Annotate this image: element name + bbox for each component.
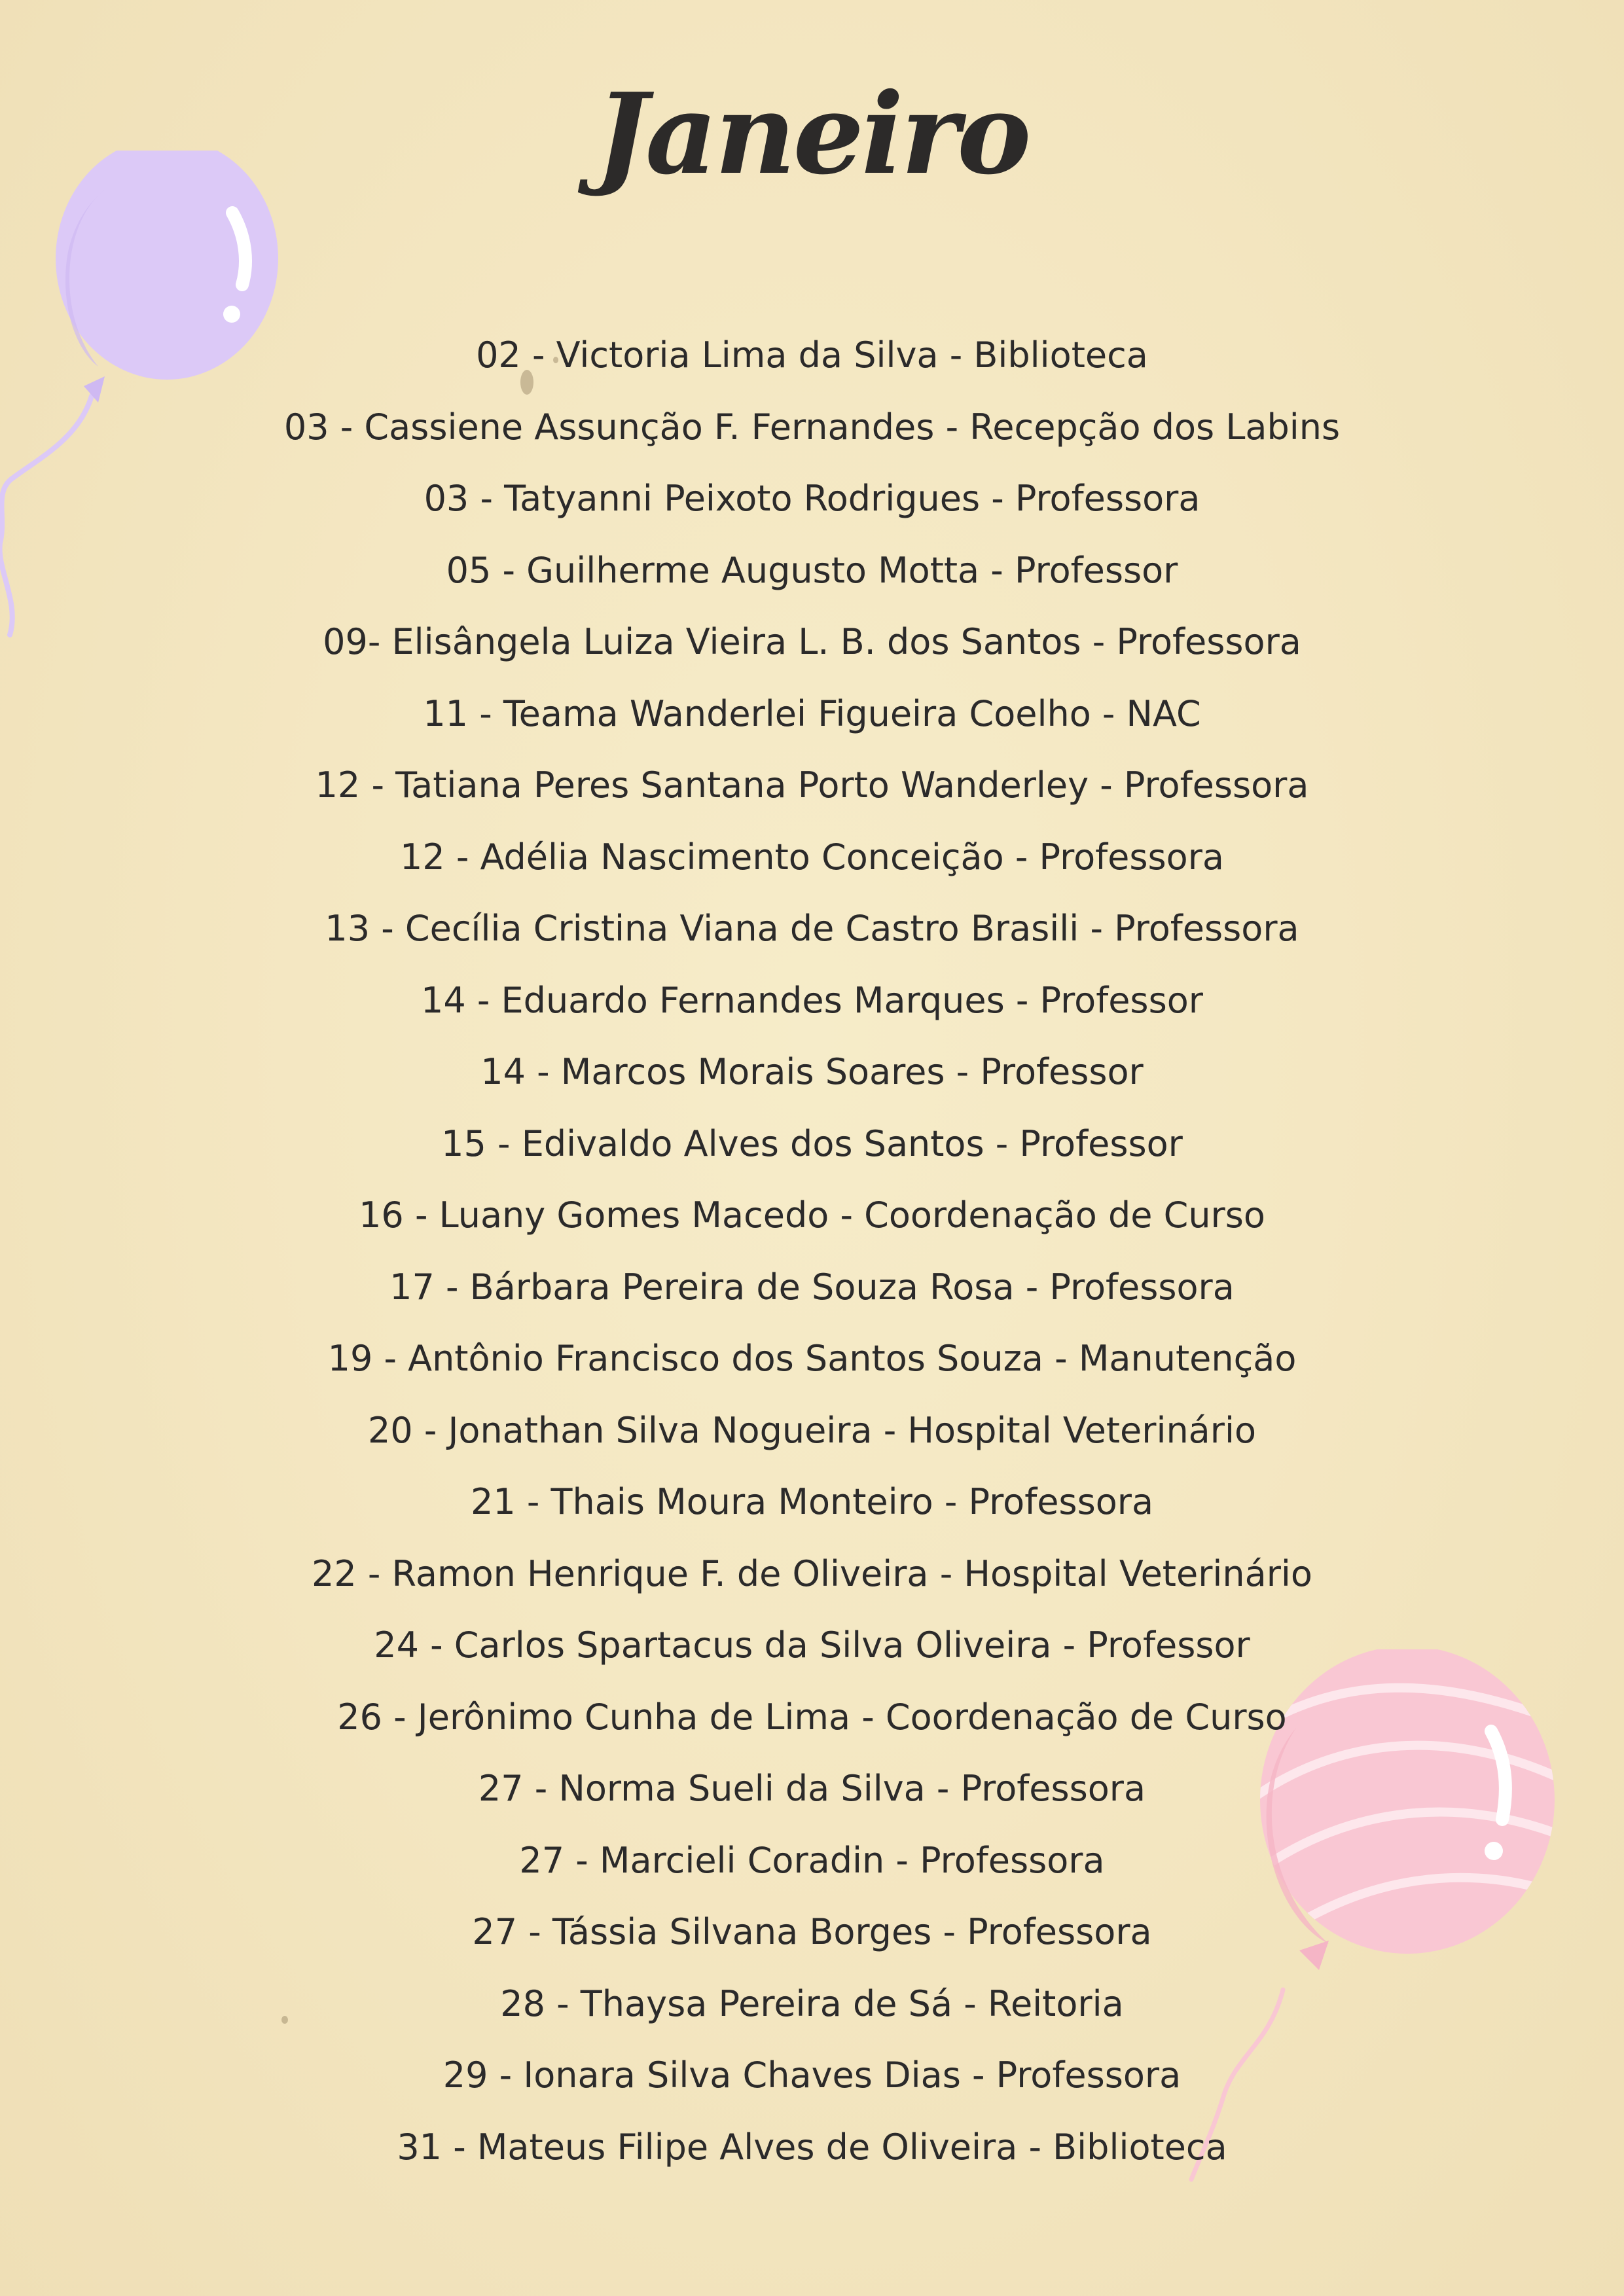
list-item: 26 - Jerônimo Cunha de Lima - Coordenação de Curso bbox=[337, 1696, 1287, 1738]
list-item: 14 - Eduardo Fernandes Marques - Professor bbox=[421, 979, 1203, 1021]
list-item: 16 - Luany Gomes Macedo - Coordenação de Curso bbox=[359, 1194, 1265, 1236]
birthday-list bbox=[0, 319, 1624, 2183]
list-item: 21 - Thais Moura Monteiro - Professora bbox=[470, 1481, 1154, 1522]
list-item: 29 - Ionara Silva Chaves Dias - Professora bbox=[442, 2054, 1182, 2096]
list-item: 28 - Thaysa Pereira de Sá - Reitoria bbox=[500, 1982, 1124, 2024]
list-item: 13 - Cecília Cristina Viana de Castro Brasili - Professora bbox=[325, 908, 1299, 949]
list-item: 03 - Tatyanni Peixoto Rodrigues - Professora bbox=[424, 478, 1200, 519]
list-item: 02 - Victoria Lima da Silva - Biblioteca bbox=[476, 334, 1148, 376]
list-item: 03 - Cassiene Assunção F. Fernandes - Recepção dos Labins bbox=[283, 406, 1341, 448]
list-item: 05 - Guilherme Augusto Motta - Professor bbox=[446, 549, 1178, 591]
list-item: 17 - Bárbara Pereira de Souza Rosa - Professora bbox=[389, 1266, 1235, 1308]
list-item: 15 - Edivaldo Alves dos Santos - Professor bbox=[441, 1122, 1183, 1164]
page-title: Janeiro bbox=[595, 69, 1029, 200]
list-item: 19 - Antônio Francisco dos Santos Souza - Manutenção bbox=[327, 1338, 1297, 1379]
list-item: 27 - Tássia Silvana Borges - Professora bbox=[472, 1911, 1152, 1952]
list-item: 12 - Adélia Nascimento Conceição - Professora bbox=[399, 836, 1225, 878]
list-item: 22 - Ramon Henrique F. de Oliveira - Hospital Veterinário bbox=[312, 1552, 1312, 1594]
list-item: 27 - Marcieli Coradin - Professora bbox=[519, 1839, 1105, 1881]
list-item: 11 - Teama Wanderlei Figueira Coelho - NAC bbox=[423, 692, 1201, 734]
list-item: 24 - Carlos Spartacus da Silva Oliveira - Professor bbox=[374, 1624, 1250, 1666]
list-item: 09- Elisângela Luiza Vieira L. B. dos Santos - Professora bbox=[323, 621, 1301, 662]
list-item: 14 - Marcos Morais Soares - Professor bbox=[480, 1051, 1144, 1092]
list-item: 27 - Norma Sueli da Silva - Professora bbox=[478, 1768, 1146, 1809]
list-item: 20 - Jonathan Silva Nogueira - Hospital Veterinário bbox=[367, 1409, 1257, 1451]
list-item: 31 - Mateus Filipe Alves de Oliveira - Biblioteca bbox=[397, 2126, 1227, 2168]
list-item: 12 - Tatiana Peres Santana Porto Wanderley - Professora bbox=[315, 764, 1309, 806]
